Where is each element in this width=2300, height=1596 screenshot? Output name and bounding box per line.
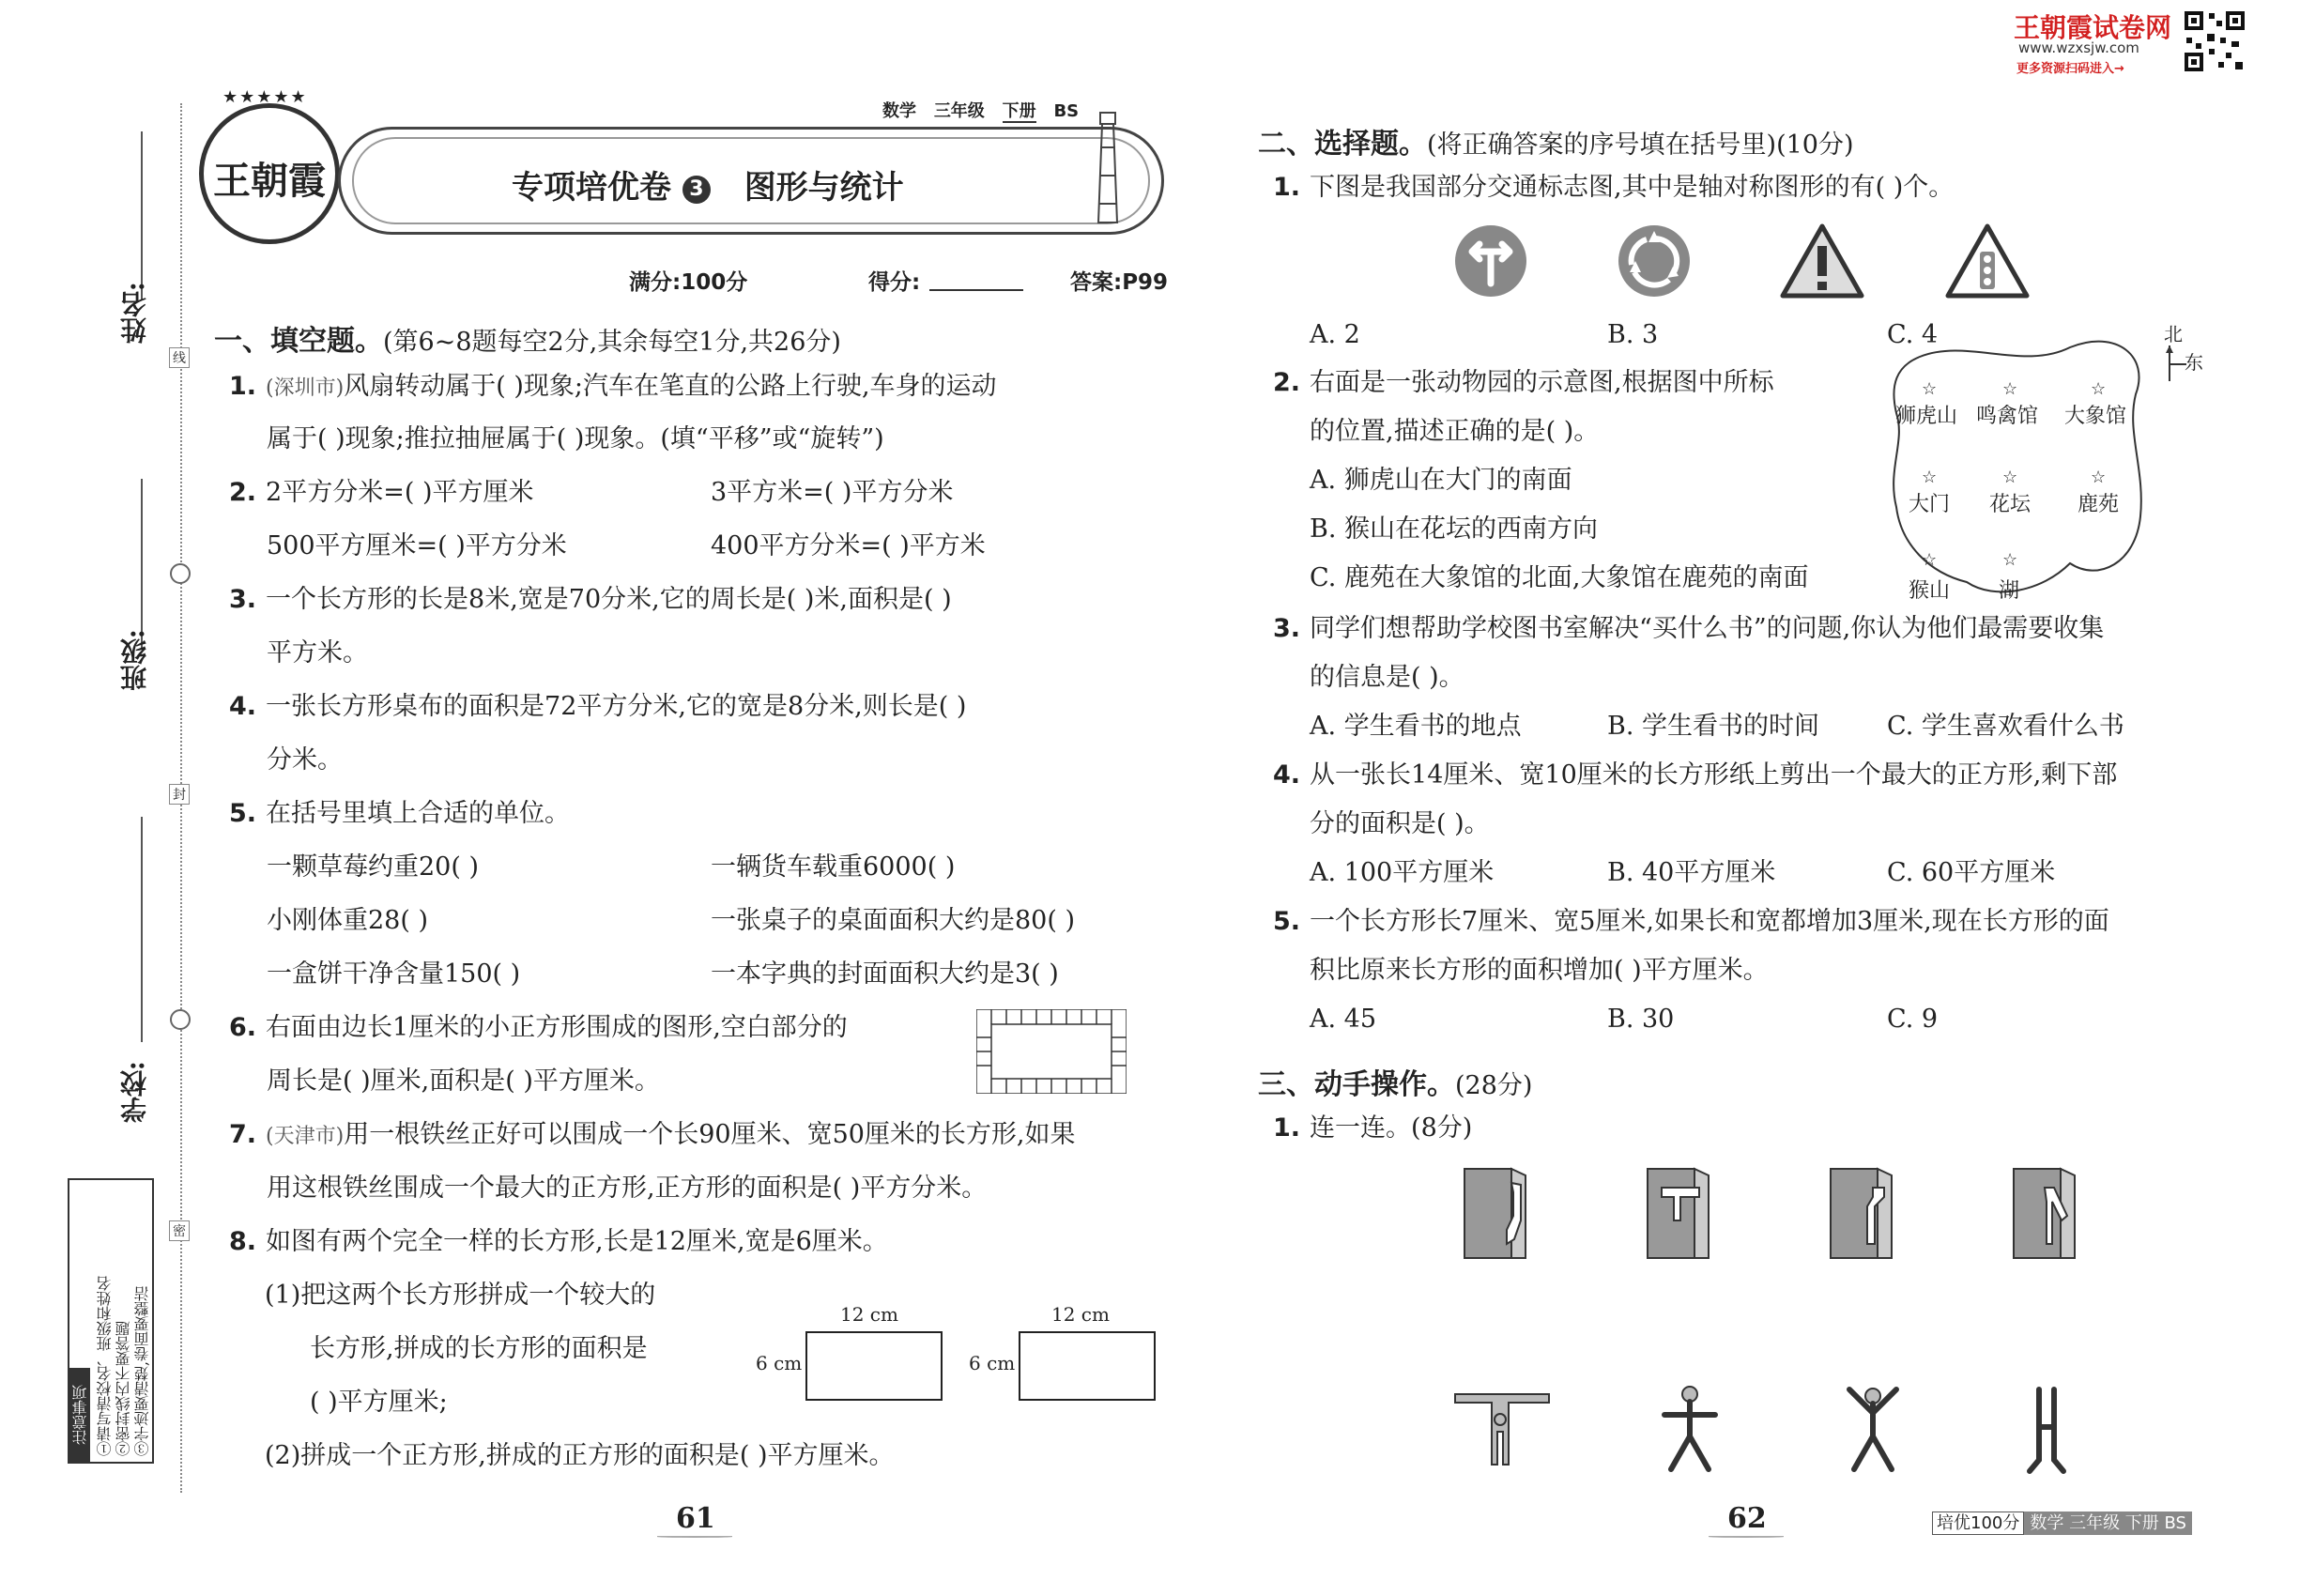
s1-q5-f: 一本字典的封面面积大约是3( )	[711, 959, 1059, 989]
rectangle-1	[805, 1331, 943, 1401]
binding-mark-3: 密	[169, 1220, 190, 1241]
s1-q7-text1: 用一根铁丝正好可以围成一个长90厘米、宽50厘米的长方形,如果	[344, 1120, 1076, 1149]
traffic-sign-signal-light-icon	[1945, 223, 2030, 302]
map-place-elephant-house: 大象馆	[2064, 405, 2127, 428]
s1-q5-text1: 在括号里填上合适的单位。	[266, 799, 571, 828]
map-place-flower-bed: 花坛	[1989, 493, 2032, 516]
map-place-monkey-hill: 猴山	[1909, 579, 1951, 603]
s2-q2-option-b: B. 猴山在花坛的西南方向	[1310, 514, 1599, 544]
section1-title-text: 一、填空题。	[214, 325, 383, 358]
map-place-gate: 大门	[1909, 493, 1951, 516]
s2-q2-no: 2.	[1273, 368, 1301, 397]
traffic-sign-turn-icon	[1453, 223, 1528, 302]
qr-code-icon	[2183, 9, 2246, 73]
s1-q1-line1	[229, 368, 997, 407]
page-title	[512, 161, 904, 207]
full-score: 满分:100分	[629, 270, 748, 295]
s1-q2-no: 2.	[229, 478, 257, 507]
s1-q2-line1	[229, 474, 534, 512]
map-star-4: ☆	[1922, 468, 1938, 487]
s1-q8-no: 8.	[229, 1227, 257, 1256]
notice-line-3: ③字迹要清楚,卷面要整洁	[133, 1285, 151, 1456]
name-line	[141, 131, 143, 300]
s3-q1-line1	[1273, 1110, 1472, 1147]
map-east-label: 东	[2185, 351, 2203, 374]
s2-q5-text1: 一个长方形长7厘米、宽5厘米,如果长和宽都增加3厘米,现在长方形的面	[1310, 907, 2109, 936]
watermark-site-name: 王朝霞试卷网	[2014, 12, 2172, 43]
title-topic: 图形与统计	[744, 169, 904, 207]
name-label: 姓名:	[119, 282, 150, 345]
map-star-8: ☆	[2002, 550, 2018, 570]
watermark-url: www.wzxsjw.com	[2018, 39, 2139, 56]
s1-q4-line1	[229, 688, 966, 726]
section1-note: (第6~8题每空2分,其余每空1分,共26分)	[383, 328, 841, 357]
cut-shape-figure-3	[1840, 1385, 1906, 1478]
header-meta	[882, 98, 1079, 122]
s2-q2-text1: 右面是一张动物园的示意图,根据图中所标	[1310, 368, 1774, 397]
compass-arrow-icon	[2162, 345, 2186, 387]
map-north-label: 北	[2164, 323, 2183, 345]
s2-q3-no: 3.	[1273, 614, 1301, 643]
section3-title	[1258, 1061, 1532, 1102]
binding-mark-2: 封	[169, 784, 190, 805]
rect2-length-label: 12 cm	[1051, 1303, 1110, 1326]
school-label: 学校:	[119, 1061, 150, 1124]
s1-q7-line2: 用这根铁丝围成一个最大的正方形,正方形的面积是( )平方分米。	[267, 1174, 988, 1203]
s1-q7-no: 7.	[229, 1120, 257, 1149]
rectangle-2	[1019, 1331, 1156, 1401]
s2-q4-option-b: B. 40平方厘米	[1607, 858, 1776, 887]
watermark-tagline: 更多资源扫码进入→	[2016, 62, 2124, 76]
s1-q8-p2: (2)拼成一个正方形,拼成的正方形的面积是( )平方厘米。	[265, 1441, 895, 1470]
header-term: 下册	[1002, 101, 1036, 121]
s2-q5-line2: 积比原来长方形的面积增加( )平方厘米。	[1310, 956, 1769, 985]
s2-q5-option-a: A. 45	[1310, 1005, 1377, 1034]
page-number-right-swoosh	[1709, 1536, 1784, 1538]
page-number-right: 62	[1727, 1502, 1767, 1535]
s2-q5-option-c: C. 9	[1887, 1005, 1939, 1034]
title-text: 专项培优卷	[512, 169, 671, 207]
s1-q5-line1	[229, 795, 570, 833]
cut-shape-figure-2	[1657, 1385, 1723, 1478]
map-star-3: ☆	[2091, 379, 2107, 399]
s1-q2-c: 500平方厘米=( )平方分米	[267, 531, 567, 560]
header-edition: BS	[1053, 101, 1080, 121]
score-label: 得分:	[868, 270, 921, 295]
s1-q5-e: 一盒饼干净含量150( )	[267, 959, 521, 989]
s2-q1-option-b: B. 3	[1607, 320, 1659, 349]
s2-q3-line2: 的信息是( )。	[1310, 663, 1464, 692]
s1-q7-src: (天津市)	[266, 1125, 345, 1148]
footer-badge	[1932, 1510, 2192, 1534]
s1-q8-text1: 如图有两个完全一样的长方形,长是12厘米,宽是6厘米。	[266, 1227, 888, 1256]
lighthouse-icon	[1089, 105, 1127, 227]
s2-q3-option-c: C. 学生喜欢看什么书	[1887, 712, 2124, 741]
s2-q4-no: 4.	[1273, 760, 1301, 790]
s1-q5-d: 一张桌子的桌面面积大约是80( )	[711, 906, 1076, 935]
s1-q2-a: 2平方分米=( )平方厘米	[266, 478, 534, 507]
brand-logo	[199, 87, 340, 244]
zoo-map	[1882, 323, 2220, 620]
map-place-lake: 湖	[1999, 579, 2020, 603]
s1-q4-line2: 分米。	[267, 745, 343, 775]
folded-paper-figure-1	[1460, 1164, 1535, 1266]
rect2-width-label: 6 cm	[969, 1352, 1016, 1374]
brand-stars: ★★★★★	[222, 87, 308, 107]
cut-shape-figure-4	[2018, 1385, 2075, 1478]
footer-badge-prefix: 培优100分	[1932, 1512, 2024, 1535]
s2-q1-line1	[1273, 169, 1954, 207]
s2-q2-option-c: C. 鹿苑在大象馆的北面,大象馆在鹿苑的南面	[1310, 563, 1809, 592]
rect1-length-label: 12 cm	[840, 1303, 898, 1326]
header-grade: 三年级	[933, 101, 985, 121]
s2-q4-option-c: C. 60平方厘米	[1887, 858, 2056, 887]
traffic-sign-roundabout-icon	[1617, 223, 1692, 302]
s1-q6-text1: 右面由边长1厘米的小正方形围成的图形,空白部分的	[266, 1013, 848, 1042]
s1-q4-text1: 一张长方形桌布的面积是72平方分米,它的宽是8分米,则长是( )	[266, 692, 967, 721]
s3-q1-text1: 连一连。(8分)	[1310, 1113, 1473, 1143]
s2-q5-line1	[1273, 903, 2109, 941]
s1-q8-p1c: ( )平方厘米;	[310, 1388, 448, 1417]
map-star-5: ☆	[2002, 468, 2018, 487]
s1-q2-d: 400平方分米=( )平方米	[711, 531, 986, 560]
header-subject: 数学	[882, 101, 916, 121]
answer-ref: 答案:P99	[1070, 270, 1169, 295]
brand-name: 王朝霞	[213, 159, 326, 203]
s1-q4-no: 4.	[229, 692, 257, 721]
notice-title: 注意事项	[69, 1368, 90, 1462]
map-place-deer-park: 鹿苑	[2078, 493, 2120, 516]
folded-paper-figure-4	[2009, 1164, 2084, 1266]
s2-q3-option-a: A. 学生看书的地点	[1310, 712, 1522, 741]
map-place-bird-house: 鸣禽馆	[1976, 405, 2039, 428]
traffic-sign-warning-icon	[1780, 223, 1864, 302]
s1-q3-text1: 一个长方形的长是8米,宽是70分米,它的周长是( )米,面积是( )	[266, 585, 952, 614]
title-number: 3	[682, 176, 711, 204]
folded-paper-figure-2	[1643, 1164, 1718, 1266]
s2-q3-option-b: B. 学生看书的时间	[1607, 712, 1820, 741]
binding-mark-1: 线	[169, 347, 190, 368]
folded-paper-figure-3	[1826, 1164, 1901, 1266]
s2-q4-text1: 从一张长14厘米、宽10厘米的长方形纸上剪出一个最大的正方形,剩下部	[1310, 760, 2118, 790]
s1-q5-c: 小刚体重28( )	[267, 906, 429, 935]
s2-q1-text1: 下图是我国部分交通标志图,其中是轴对称图形的有( )个。	[1310, 173, 1955, 202]
s2-q2-line2: 的位置,描述正确的是( )。	[1310, 417, 1600, 446]
class-line	[141, 479, 143, 648]
s1-q6-line2: 周长是( )厘米,面积是( )平方厘米。	[267, 1067, 660, 1096]
notice-line-2: ②密封线内不要答题	[115, 1321, 132, 1456]
s1-q6-line1	[229, 1009, 848, 1047]
section2-title	[1258, 120, 1854, 161]
map-star-2: ☆	[2002, 379, 2018, 399]
s3-q1-no: 1.	[1273, 1113, 1301, 1143]
section2-note: (将正确答案的序号填在括号里)(10分)	[1427, 130, 1854, 160]
s1-q5-b: 一辆货车载重6000( )	[711, 852, 956, 882]
map-star-7: ☆	[1922, 550, 1938, 570]
notice-box	[68, 1178, 154, 1464]
s1-q7-line1	[229, 1116, 1076, 1156]
s2-q1-option-c: C. 4	[1887, 320, 1939, 349]
footer-badge-rest: 数学 三年级 下册 BS	[2024, 1512, 2192, 1535]
map-star-6: ☆	[2091, 468, 2107, 487]
s2-q2-line1	[1273, 364, 1774, 402]
section2-title-text: 二、选择题。	[1258, 128, 1427, 161]
s1-q3-no: 3.	[229, 585, 257, 614]
s1-q5-a: 一颗草莓约重20( )	[267, 852, 480, 882]
s1-q2-b: 3平方米=( )平方分米	[711, 478, 954, 507]
notice-line-1: ①请写清校名、班级和姓名	[96, 1276, 114, 1456]
s1-q1-text1: 风扇转动属于( )现象;汽车在笔直的公路上行驶,车身的运动	[344, 372, 997, 401]
section3-note: (28分)	[1455, 1071, 1533, 1100]
s1-q1-src: (深圳市)	[266, 376, 345, 400]
section1-title	[214, 317, 841, 359]
s2-q4-option-a: A. 100平方厘米	[1310, 858, 1495, 887]
section3-title-text: 三、动手操作。	[1258, 1068, 1455, 1101]
page-number-left-swoosh	[657, 1536, 732, 1538]
s1-q1-no: 1.	[229, 372, 257, 401]
s2-q2-option-a: A. 狮虎山在大门的南面	[1310, 466, 1572, 495]
s1-q8-p1a: (1)把这两个长方形拼成一个较大的	[265, 1281, 656, 1310]
s1-q8-line1	[229, 1223, 888, 1261]
s1-q6-grid-figure	[976, 1009, 1127, 1097]
binding-circle-1	[170, 563, 191, 584]
s2-q1-no: 1.	[1273, 173, 1301, 202]
s2-q3-text1: 同学们想帮助学校图书室解决“买什么书”的问题,你认为他们最需要收集	[1310, 614, 2105, 643]
map-place-lion-hill: 狮虎山	[1895, 405, 1958, 428]
s1-q1-line2: 属于( )现象;推拉抽屉属于( )现象。(填“平移”或“旋转”)	[267, 424, 884, 453]
s2-q3-line1	[1273, 610, 2104, 648]
s2-q1-option-a: A. 2	[1310, 320, 1360, 349]
s2-q4-line2: 分的面积是( )。	[1310, 809, 1490, 838]
s1-q3-line1	[229, 581, 952, 619]
s2-q5-no: 5.	[1273, 907, 1301, 936]
map-star-1: ☆	[1922, 379, 1938, 399]
score-blank	[929, 289, 1023, 291]
binding-circle-2	[170, 1009, 191, 1030]
cut-shape-figure-1	[1450, 1389, 1554, 1478]
s1-q6-no: 6.	[229, 1013, 257, 1042]
s1-q5-no: 5.	[229, 799, 257, 828]
s1-q8-p1b: 长方形,拼成的长方形的面积是	[310, 1334, 648, 1363]
s1-q3-line2: 平方米。	[267, 638, 368, 668]
school-line	[141, 817, 143, 1042]
s2-q5-option-b: B. 30	[1607, 1005, 1675, 1034]
s2-q4-line1	[1273, 757, 2117, 794]
class-label: 班级:	[119, 629, 150, 692]
page-number-left: 61	[676, 1502, 715, 1535]
rect1-width-label: 6 cm	[756, 1352, 803, 1374]
